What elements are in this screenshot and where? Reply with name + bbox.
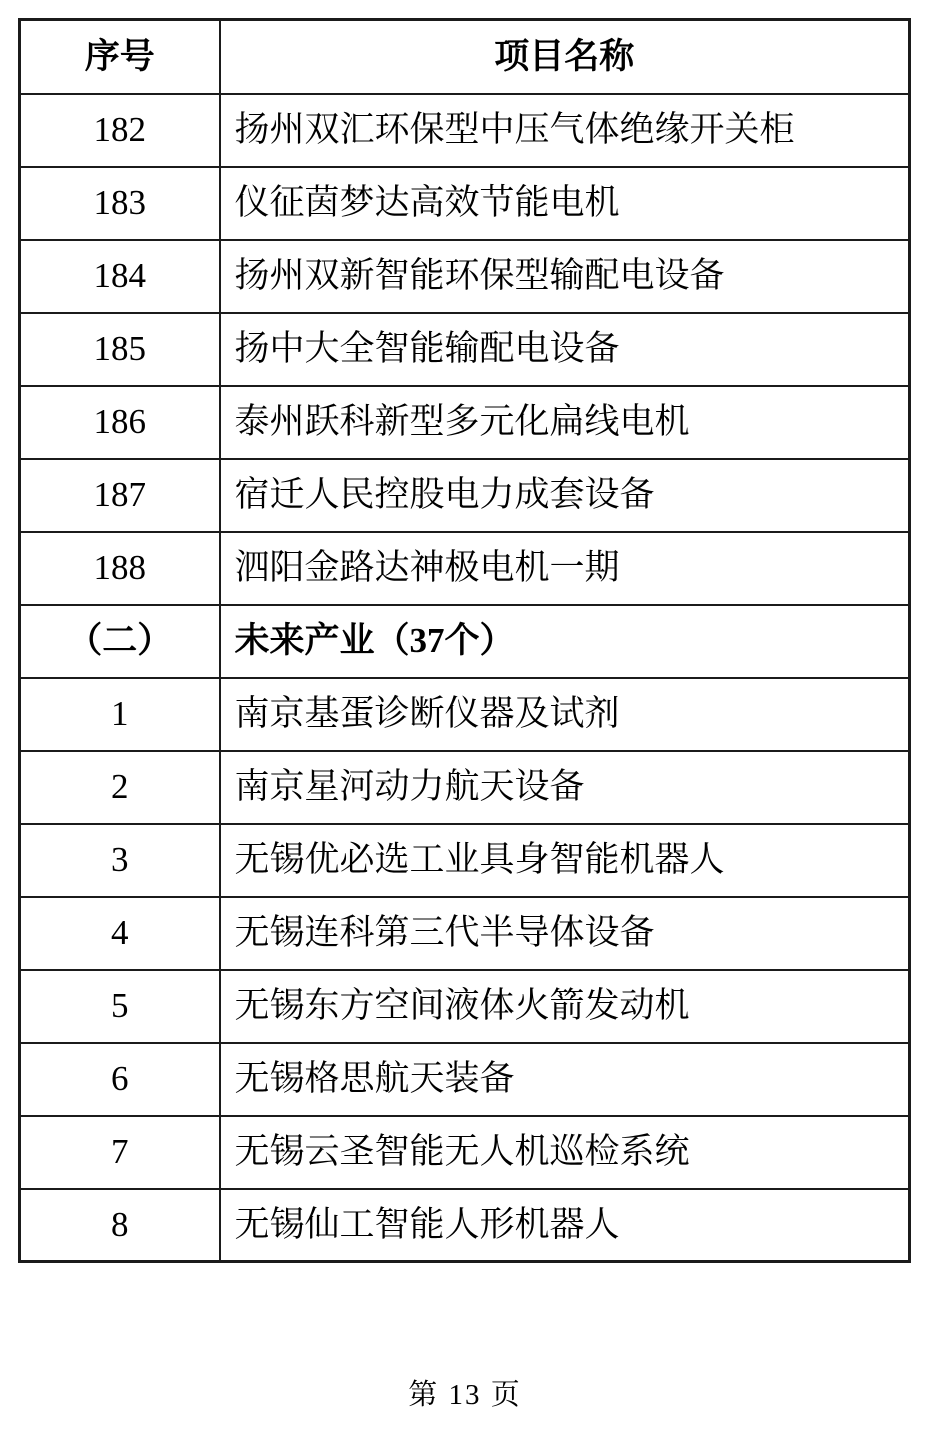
table-row	[20, 1116, 910, 1189]
table-row	[20, 313, 910, 386]
row-project-name-cell: 无锡云圣智能无人机巡检系统	[220, 1116, 910, 1189]
page-number: 第 13 页	[408, 1379, 522, 1411]
table-row	[20, 897, 910, 970]
row-serial-cell: 3	[20, 824, 220, 897]
column-header-project-name: 项目名称	[220, 20, 910, 94]
table-row	[20, 94, 910, 167]
row-project-name-cell: 无锡东方空间液体火箭发动机	[220, 970, 910, 1043]
table-row	[20, 240, 910, 313]
row-project-name-cell: 扬州双汇环保型中压气体绝缘开关柜	[220, 94, 910, 167]
row-serial-cell: 7	[20, 1116, 220, 1189]
table-row	[20, 824, 910, 897]
table-row	[20, 1189, 910, 1262]
table-row	[20, 459, 910, 532]
table-row	[20, 970, 910, 1043]
row-serial-cell: 185	[20, 313, 220, 386]
table-header-row	[20, 20, 910, 94]
row-project-name-cell: 无锡仙工智能人形机器人	[220, 1189, 910, 1262]
row-project-name-cell: 仪征茵梦达高效节能电机	[220, 167, 910, 240]
row-project-name-cell: 泰州跃科新型多元化扁线电机	[220, 386, 910, 459]
row-serial-cell: 188	[20, 532, 220, 605]
table-row	[20, 751, 910, 824]
table-body	[20, 94, 910, 1262]
row-serial-cell: 4	[20, 897, 220, 970]
row-project-name-cell: 无锡优必选工业具身智能机器人	[220, 824, 910, 897]
row-serial-cell: 183	[20, 167, 220, 240]
row-project-name-cell: 南京基蛋诊断仪器及试剂	[220, 678, 910, 751]
row-project-name-cell: 无锡格思航天装备	[220, 1043, 910, 1116]
table-row	[20, 605, 910, 678]
row-serial-cell: 182	[20, 94, 220, 167]
row-project-name-cell: 泗阳金路达神极电机一期	[220, 532, 910, 605]
row-project-name-cell: 无锡连科第三代半导体设备	[220, 897, 910, 970]
row-serial-cell: 1	[20, 678, 220, 751]
row-serial-cell: 8	[20, 1189, 220, 1262]
column-header-serial: 序号	[20, 20, 220, 94]
row-project-name-cell: 南京星河动力航天设备	[220, 751, 910, 824]
projects-table	[18, 18, 911, 1263]
row-serial-cell: 5	[20, 970, 220, 1043]
row-serial-cell: 6	[20, 1043, 220, 1116]
row-serial-cell: 184	[20, 240, 220, 313]
row-serial-cell: 187	[20, 459, 220, 532]
table-row	[20, 386, 910, 459]
row-project-name-cell: 未来产业（37个）	[220, 605, 910, 678]
row-project-name-cell: 扬中大全智能输配电设备	[220, 313, 910, 386]
row-serial-cell: （二）	[20, 605, 220, 678]
row-project-name-cell: 宿迁人民控股电力成套设备	[220, 459, 910, 532]
table-row	[20, 678, 910, 751]
row-serial-cell: 2	[20, 751, 220, 824]
table-row	[20, 1043, 910, 1116]
table-row	[20, 167, 910, 240]
row-project-name-cell: 扬州双新智能环保型输配电设备	[220, 240, 910, 313]
row-serial-cell: 186	[20, 386, 220, 459]
table-row	[20, 532, 910, 605]
